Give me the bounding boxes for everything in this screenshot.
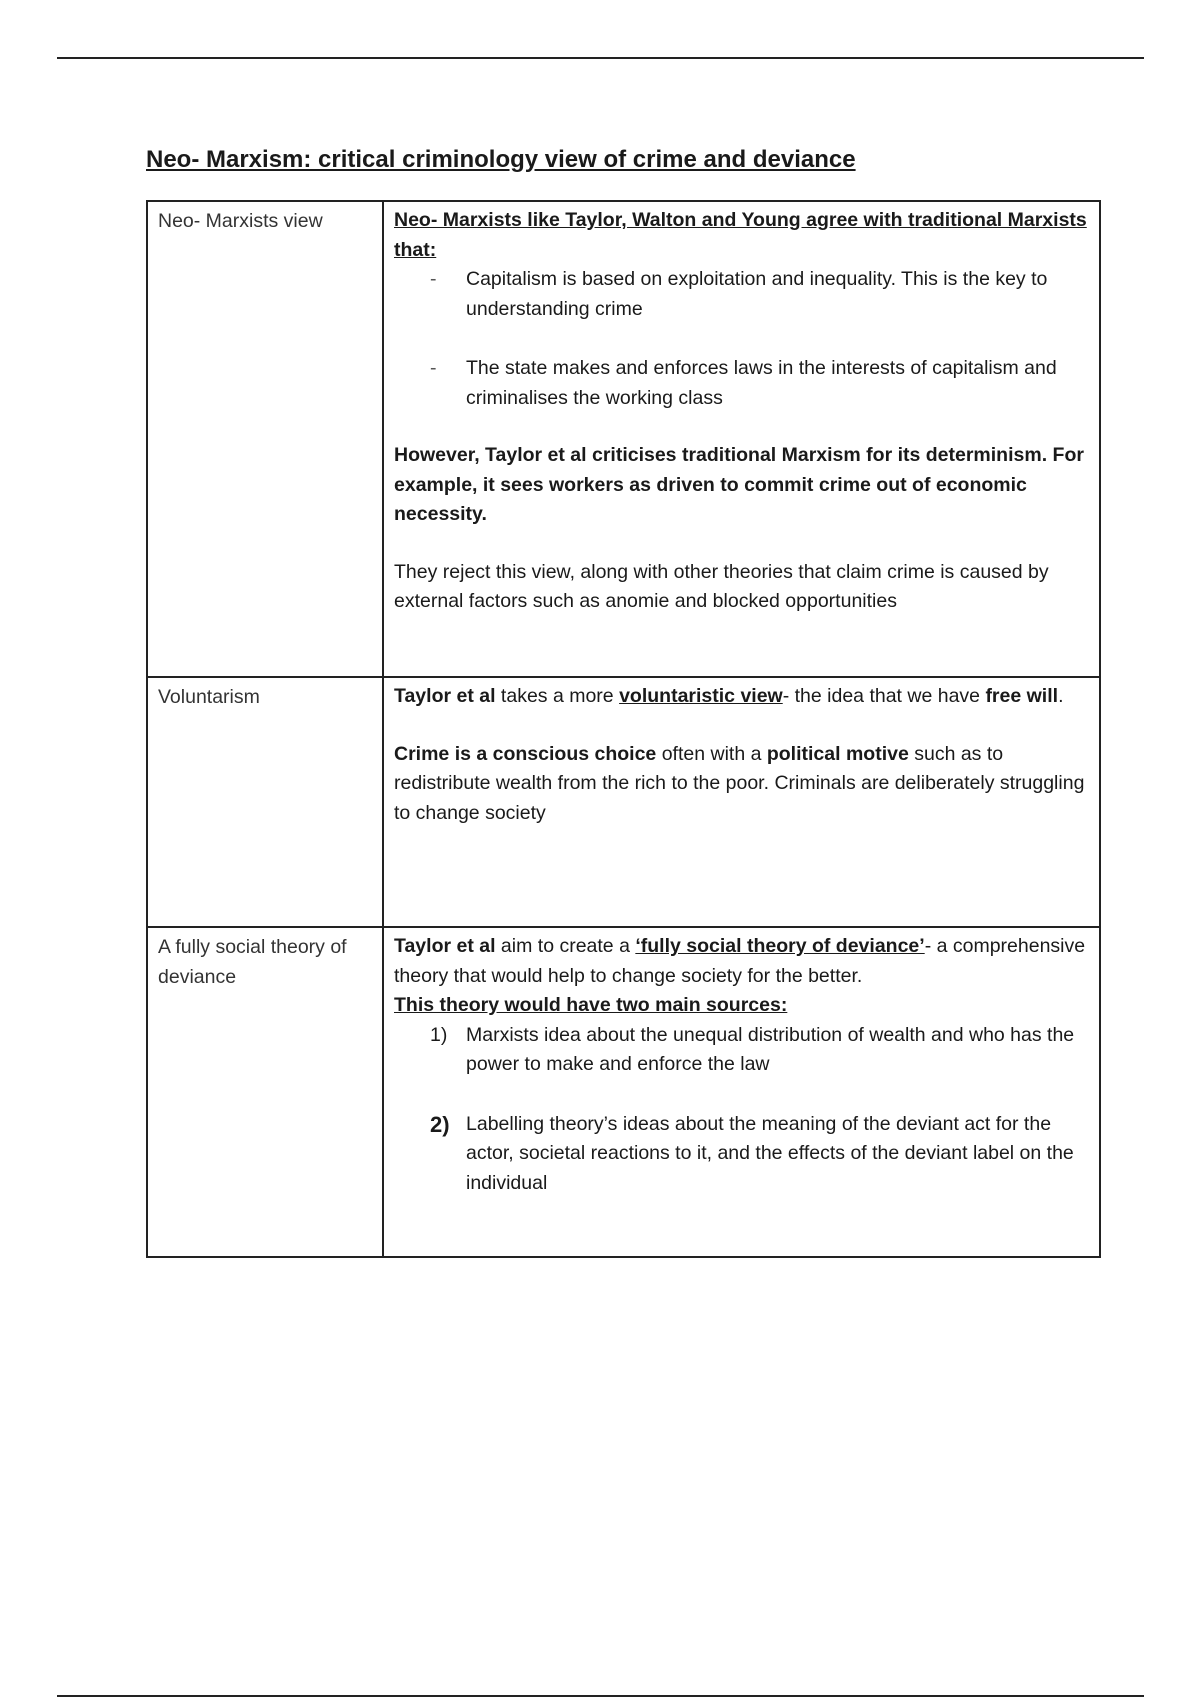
text-run: . [1058, 685, 1064, 707]
choice-paragraph [394, 740, 1089, 829]
table-row [147, 201, 1100, 677]
row-content [383, 927, 1100, 1257]
header-rule [57, 57, 1144, 59]
list-item: - Capitalism is based on exploitation and inequality. This is the key to understanding crime [466, 265, 1089, 324]
list-number: 1) [430, 1023, 448, 1046]
row-content [383, 677, 1100, 927]
document-title: Neo- Marxism: critical criminology view of crime and deviance [146, 146, 856, 173]
text-run: ‘fully social theory of deviance’ [635, 935, 925, 957]
text-run: political motive [766, 742, 909, 765]
footer-rule [57, 1695, 1144, 1697]
text-run: takes a more [495, 685, 620, 707]
list-item [430, 1110, 1089, 1199]
reject-text: They reject this view, along with other theories that claim crime is caused by external factors such as anomie and blocked opportunities [394, 560, 1049, 612]
text-run: Crime is a conscious choice [394, 742, 657, 765]
list-item: - The state makes and enforces laws in the interests of capitalism and criminalises the working class [466, 354, 1089, 413]
text-run: voluntaristic view [619, 685, 783, 707]
row-label: Voluntarism [147, 677, 383, 927]
row-label: A fully social theory of deviance [147, 927, 383, 1257]
list-text: Marxists idea about the unequal distribution of wealth and who has the power to make and enforce the law [466, 1023, 1075, 1075]
critique-text: However, Taylor et al criticises traditional Marxism for its determinism. For example, it sees workers as driven to commit crime out of economic necessity. [394, 444, 1084, 525]
text-run: often with a [656, 742, 767, 765]
text-run: free will [985, 685, 1059, 707]
text-run: - a comprehensive theory that would help to change society for the better. [394, 935, 1086, 987]
text-run: - the idea that we have [782, 685, 986, 707]
aim-paragraph [394, 932, 1089, 991]
sources-heading: This theory would have two main sources: [394, 994, 788, 1016]
text-run: aim to create a [495, 935, 636, 957]
row-label: Neo- Marxists view [147, 201, 383, 677]
text-run: such as to redistribute wealth from the rich to the poor. Criminals are deliberately struggling to change society [394, 742, 1085, 824]
sources-list [394, 1021, 1089, 1199]
bullet-list [394, 265, 1089, 413]
table-row [147, 677, 1100, 927]
list-number: 2) [430, 1111, 450, 1137]
text-run: Taylor et al [394, 685, 496, 707]
list-text: Labelling theory’s ideas about the meaning of the deviant act for the actor, societal reactions to it, and the effects of the deviant label on the individual [466, 1112, 1074, 1194]
table-row [147, 927, 1100, 1257]
voluntarism-paragraph [394, 682, 1089, 712]
row-content [383, 201, 1100, 677]
intro-text: Neo- Marxists like Taylor, Walton and Young agree with traditional Marxists that: [394, 209, 1087, 261]
text-run: Taylor et al [394, 935, 496, 957]
list-item [430, 1021, 1089, 1080]
notes-table [146, 200, 1101, 1258]
